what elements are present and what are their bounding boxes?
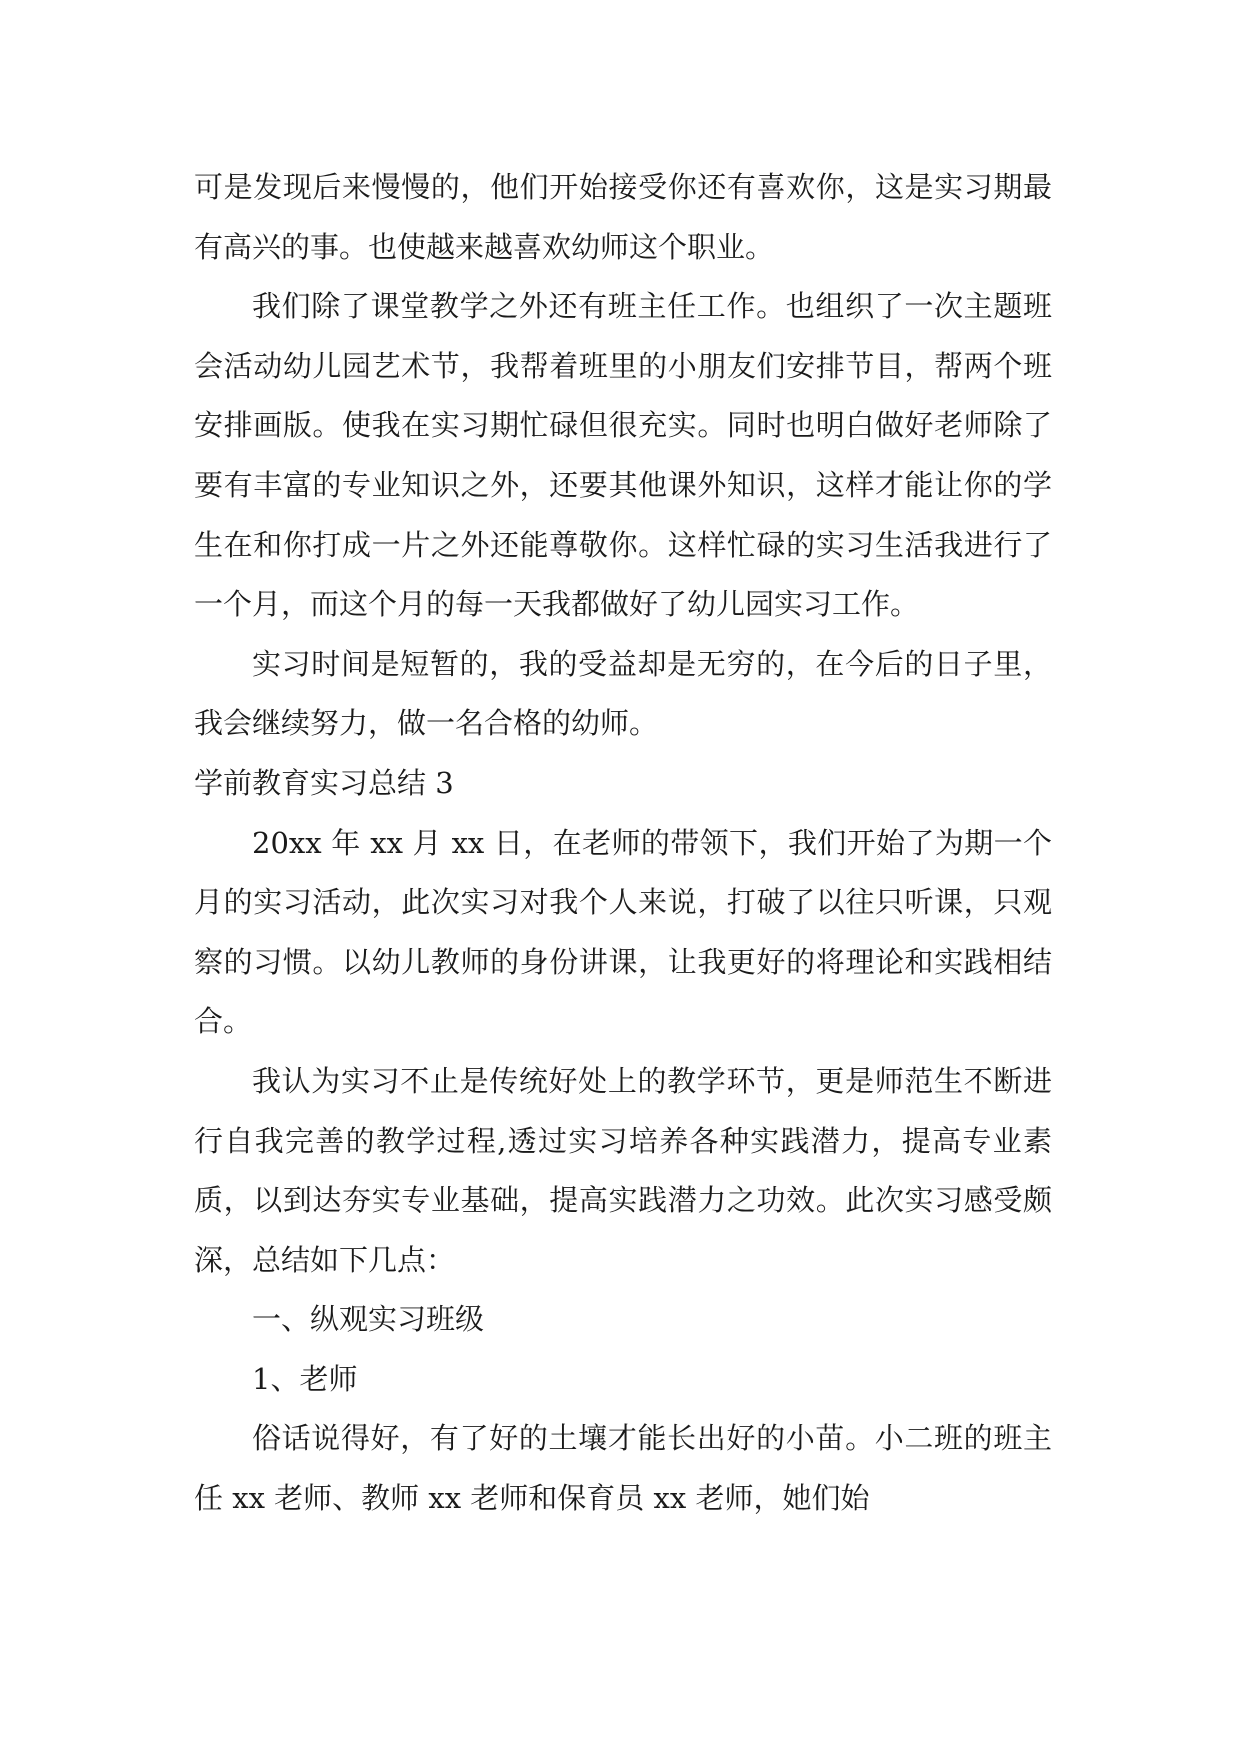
paragraph-internship-conclusion: 实习时间是短暂的，我的受益却是无穷的，在今后的日子里，我会继续努力，做一名合格的幼师。 (194, 646, 1052, 741)
paragraph-internship-start: 20xx 年 xx 月 xx 日，在老师的带领下，我们开始了为期一个月的实习活动，此次实习对我个人来说，打破了以往只听课，只观察的习惯。以幼儿教师的身份讲课，让我更好的将理论和实践相结合。 (194, 825, 1052, 1039)
subheading-teachers: 1、老师 (252, 1361, 358, 1396)
paragraph-continuation: 可是发现后来慢慢的，他们开始接受你还有喜欢你，这是实习期最有高兴的事。也使越来越喜欢幼师这个职业。 (194, 170, 1052, 264)
paragraph-internship-meaning: 我认为实习不止是传统好处上的教学环节，更是师范生不断进行自我完善的教学过程,透过实习培养各种实践潜力，提高专业素质，以到达夯实专业基础，提高实践潜力之功效。此次实习感受颇深，总结如下几点： (194, 1063, 1052, 1277)
subheading-class-overview: 一、纵观实习班级 (252, 1302, 485, 1337)
paragraph-class-teacher-work: 我们除了课堂教学之外还有班主任工作。也组织了一次主题班会活动幼儿园艺术节，我帮着班里的小朋友们安排节目，帮两个班安排画版。使我在实习期忙碌但很充实。同时也明白做好老师除了要有丰富的专业知识之外，还要其他课外知识，这样才能让你的学生在和你打成一片之外还能尊敬你。这样忙碌的实习生活我进行了一个月，而这个月的每一天我都做好了幼儿园实习工作。 (194, 289, 1052, 622)
paragraph-teachers-description: 俗话说得好，有了好的土壤才能长出好的小苗。小二班的班主任 xx 老师、教师 xx 老师和保育员 xx 老师，她们始 (194, 1421, 1052, 1516)
section-heading: 学前教育实习总结 3 (194, 765, 454, 800)
document-body (194, 158, 1052, 1529)
